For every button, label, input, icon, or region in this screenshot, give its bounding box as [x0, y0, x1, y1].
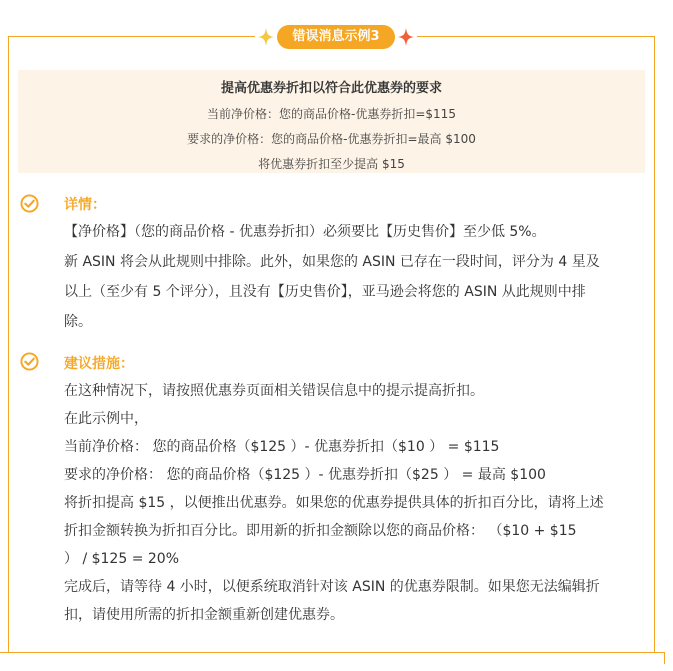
details-title: 详情： [64, 197, 106, 213]
summary-line: 当前净价格：您的商品价格-优惠券折扣=$115 [207, 107, 456, 121]
details-text [64, 220, 646, 334]
text-line: 在此示例中， [64, 411, 148, 427]
text-line: 要求的净价格： 您的商品价格（$125 ）- 优惠券折扣（$25 ） = 最高 $100 [64, 467, 546, 483]
sparkle-icon [398, 28, 414, 46]
check-circle-icon [20, 352, 39, 371]
title-badge [255, 24, 417, 50]
sparkle-icon [258, 28, 274, 46]
text-line: 扣，请使用所需的折扣金额重新创建优惠券。 [64, 607, 344, 623]
badge-label: 错误消息示例3 [277, 25, 395, 49]
text-line: 以上（至少有 5 个评分），且没有【历史售价】，亚马逊会将您的 ASIN 从此规则中排 [64, 284, 586, 300]
summary-line: 将优惠券折扣至少提高 $15 [258, 157, 405, 171]
text-line: 完成后，请等待 4 小时，以便系统取消针对该 ASIN 的优惠券限制。如果您无法编辑折 [64, 579, 600, 595]
summary-line: 要求的净价格：您的商品价格-优惠券折扣=最高 $100 [187, 132, 476, 146]
summary-box [18, 70, 645, 173]
card-frame-shadow [0, 652, 665, 664]
text-line: 除。 [64, 314, 92, 330]
check-circle-icon [20, 194, 39, 213]
suggestions-text [64, 379, 646, 627]
summary-heading: 提高优惠券折扣以符合此优惠券的要求 [220, 81, 442, 96]
text-line: 【净价格】（您的商品价格 - 优惠券折扣）必须要比【历史售价】至少低 5%。 [64, 224, 546, 240]
text-line: 新 ASIN 将会从此规则中排除。此外，如果您的 ASIN 已存在一段时间，评分为 4 星及 [64, 254, 600, 270]
suggestions-title: 建议措施： [64, 356, 134, 372]
text-line: 折扣金额转换为折扣百分比。即用新的折扣金额除以您的商品价格： （$10 + $15 [64, 523, 577, 539]
text-line: 当前净价格： 您的商品价格（$125 ）- 优惠券折扣（$10 ） = $115 [64, 439, 500, 455]
text-line: 在这种情况下，请按照优惠券页面相关错误信息中的提示提高折扣。 [64, 383, 484, 399]
text-line: 将折扣提高 $15 ，以便推出优惠券。如果您的优惠券提供具体的折扣百分比，请将上述 [64, 495, 604, 511]
text-line: ） / $125 = 20% [64, 551, 179, 567]
